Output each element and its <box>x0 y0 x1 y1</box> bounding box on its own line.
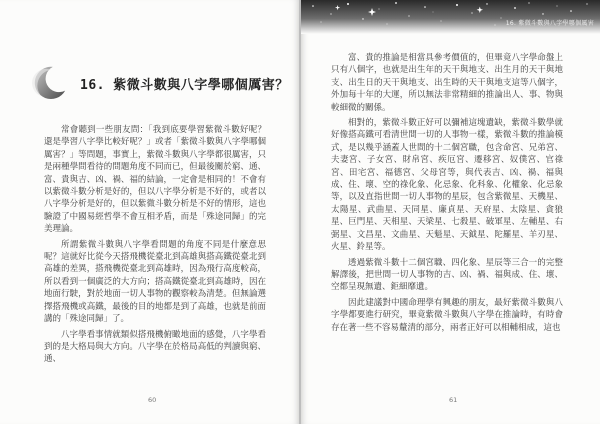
page-number: 60 <box>148 396 157 404</box>
paragraph: 相對的，紫微斗數正好可以彌補這塊遺缺，紫微斗數學就好像搭高鐵可看清世間一切的人事物一樣，紫微斗數的推論模式，是以幾乎涵蓋人世間的十二個宮職，包含命宮、兄弟宮、夫妻宮、子女宮、財帛宮、疾厄宮、遷移宮、奴僕宮、官祿宮、田宅宮、福德宮、父母宮等，與代表吉、凶、禍、福與成、住、壞、空的祿化象、化忌象、化科象、化權象、化忌象等，以及直指世間一切人事物的星辰，包含紫微星、天機星、太陽星、武曲星、天同星、廉貞星、天府星、太陰星、貪狼星、巨門星、天相星、天梁星、七殺星、破軍星、左輔星、右弼星、文昌星、文曲星、天魁星、天鉞星、陀羅星、羊刃星、火星、鈴星等。 <box>331 118 563 253</box>
right-body-text <box>331 52 563 337</box>
page-number: 61 <box>449 396 458 404</box>
starry-header-band <box>301 0 600 34</box>
chapter-heading <box>30 64 289 104</box>
paragraph: 富、貴的推論是相當具參考價值的，但畢竟八字學命盤上只有八個字，也就是出生年的天干與地支、出生月的天干與地支、出生日的天干與地支、出生時的天干與地支這等八個字，外加每十年的大運，所以無法非常精細的推論出人、事、物與較細微的關係。 <box>331 53 563 113</box>
stars-decoration <box>301 0 600 34</box>
chapter-title: 16. 紫微斗數與八字學哪個厲害？ <box>80 78 289 93</box>
running-head: 16. 紫微斗數與八字學哪個厲害 <box>505 20 594 27</box>
right-page <box>301 0 600 424</box>
left-body-text <box>44 124 266 369</box>
paragraph: 常會聽到一些朋友問：「我到底要學習紫微斗數好呢？還是學習八字學比較好呢？」或者「紫微斗數與八字學哪個厲害？」等問題，事實上，紫微斗數與八字學都很厲害，只是兩種學問看待的問題角度不同而已，但最後關於窮、通、富、貴與吉、凶、禍、福的結論，一定會是相同的！不會有以紫微斗數分析是好的，但以八字學分析是不好的，或者以八字學分析是好的，但以紫微斗數分析是不好的情形，這也驗證了中國易經哲學不會互相矛盾，而是「殊途同歸」的完美理論。 <box>44 125 266 235</box>
paragraph: 因此建議對中國命理學有興趣的朋友，最好紫微斗數與八字學都要進行研究，畢竟紫微斗數與八字學在推論時，有時會存在著一些不容易釐清的部分，兩者正好可以相輔相成，這也 <box>331 297 563 333</box>
paragraph: 透過紫微斗數十二個宮職、四化象、星辰等三合一的完整解譯後，把世間一切人事物的吉、凶、禍、福與成、住、壞、空都呈現無遺、鉅細靡遺。 <box>331 257 563 293</box>
paragraph: 所謂紫微斗數與八字學看問題的角度不同是什麼意思呢？這就好比從今天搭飛機從臺北到高雄與搭高鐵從臺北到高雄的差異，搭飛機從臺北到高雄時，因為飛行高度較高，所以看到一個廣泛的大方向；搭高鐵從臺北到高雄時，因在地面行駛，對於地面一切人事物的觀察較為清楚。但無論選擇搭飛機或高鐵，最後的目的地都是到了高雄，也就是前面講的「殊途同歸」了。 <box>44 239 266 325</box>
paragraph: 八字學看事情就類似搭飛機俯瞰地面的感覺，八字學看到的是大格局與大方向。八字學在於格局高低的判讀與窮、通、 <box>44 329 266 365</box>
left-page <box>0 0 299 424</box>
crescent-moon-icon <box>30 64 68 102</box>
